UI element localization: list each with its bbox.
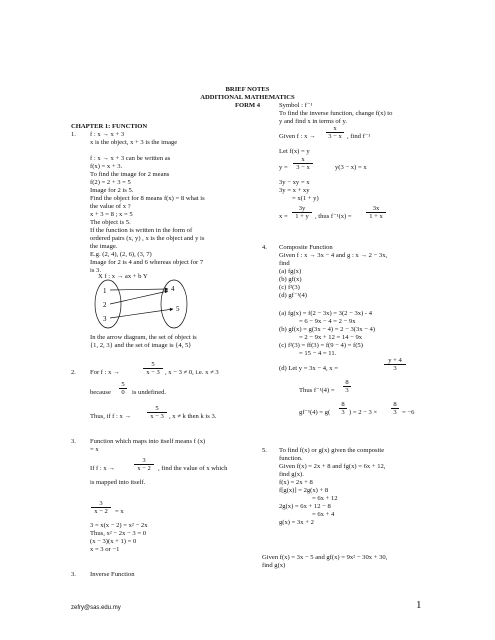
text-line: x + 3 = 8 ; x = 5 <box>90 211 133 218</box>
text-line: Image for 2 is 5. <box>90 187 134 194</box>
numerator: 3x <box>372 205 380 212</box>
text-line: To find f(x) or g(x) given the composite <box>279 447 385 454</box>
numerator: y + 4 <box>388 357 402 364</box>
text-line: For f : x → <box>90 369 120 376</box>
numerator: 5 <box>151 361 155 368</box>
denominator: 1 + y <box>295 213 309 220</box>
text-line: = 6x + 4 <box>312 511 335 518</box>
text-line: Thus, if f : x → <box>90 413 132 420</box>
denominator: 0 <box>121 389 125 396</box>
text-line: (c) f²(3) <box>279 284 300 291</box>
text-line: is undefined. <box>132 389 167 396</box>
text-line: (b) gf(x) = g(3x − 4) = 2 − 3(3x − 4) <box>279 326 376 333</box>
arrow-diagram <box>90 278 200 330</box>
codomain-element: 4 <box>171 285 175 293</box>
text-line: 3y − xy = x <box>279 179 310 186</box>
fraction <box>133 457 155 472</box>
denominator: 3 <box>393 409 397 416</box>
denominator: 3 <box>393 365 397 372</box>
text-line: f(2) = 2 + 3 = 5 <box>90 179 131 186</box>
text-line: 3y = x + xy <box>279 187 310 194</box>
text-line: Function which maps into itself means f (x) <box>90 438 206 445</box>
numerator: 8 <box>393 401 397 408</box>
domain-element: 3 <box>103 315 107 323</box>
text-line: f[g(x)] = 2g(x) + 8 <box>279 487 329 494</box>
item-number: 5. <box>262 447 267 454</box>
text-line: (c) f²(3) = ff(3) = f(9 − 4) = f(5) <box>279 342 363 349</box>
text-line: Given f : x → 3x − 4 and g : x → 2 − 3x, <box>279 252 388 259</box>
text-line: function. <box>279 455 303 462</box>
text-line: 2g(x) = 6x + 12 − 8 <box>279 503 331 510</box>
item-number: 3. <box>71 571 76 578</box>
mapping-arrow <box>110 309 173 318</box>
fraction <box>291 205 313 220</box>
fraction <box>146 405 168 420</box>
fraction <box>342 379 352 394</box>
text-line: = 2 − 9x + 12 = 14 − 9x <box>299 334 363 341</box>
item-number: 2. <box>71 369 76 376</box>
text-line: In the arrow diagram, the set of object is <box>90 334 197 341</box>
chapter-heading: CHAPTER 1: FUNCTION <box>71 123 148 130</box>
numerator: 3 <box>99 500 103 507</box>
denominator: 3 <box>341 409 345 416</box>
fraction <box>365 205 387 220</box>
denominator: 1 + x <box>369 213 383 220</box>
text-line: find g(x). <box>279 471 304 478</box>
text-line: f : x → x + 3 <box>90 131 125 138</box>
numerator: 3 <box>142 457 146 464</box>
numerator: 8 <box>345 379 349 386</box>
text-line: = 6 − 9x − 4 = 2 − 9x <box>299 318 356 325</box>
denominator: x − 3 <box>146 369 160 376</box>
fraction <box>383 357 407 372</box>
codomain-element: 5 <box>176 305 180 313</box>
footer-email: zefry@sas.edu.my <box>71 605 121 611</box>
text-line: , x ≠ k then k is 3. <box>169 413 217 420</box>
text-line: (d) gf⁻¹(4) <box>279 292 307 299</box>
text-line: If f : x → <box>90 465 115 472</box>
text-line: find <box>279 260 290 267</box>
numerator: 5 <box>155 405 159 412</box>
text-line: {1, 2, 3} and the set of image is {4, 5} <box>90 342 192 349</box>
text-line: (b) gf(x) <box>279 276 302 283</box>
text-line: Given f(x) = 2x + 8 and fg(x) = 6x + 12, <box>279 463 386 470</box>
text-line: If the function is written in the form of <box>90 227 193 234</box>
denominator: 3 − x <box>328 133 342 140</box>
text-line: ordered pairs (x, y) , x is the object and y is <box>90 235 205 242</box>
numerator: 5 <box>121 381 125 388</box>
text-line: , find f⁻¹ <box>347 133 371 140</box>
text-line: (x − 3)(x + 1) = 0 <box>90 538 137 545</box>
text-line: Symbol : f⁻¹ <box>279 102 313 109</box>
text-line: = 6x + 12 <box>312 495 338 502</box>
text-line: f(x) = x + 3. <box>90 163 123 170</box>
denominator: x − 3 <box>150 413 164 420</box>
numerator: x <box>301 156 305 163</box>
text-line: = x(1 + y) <box>292 195 319 202</box>
text-line: Composite Function <box>279 244 333 251</box>
domain-oval <box>95 280 121 328</box>
text-line: gf⁻¹(4) = g( <box>299 409 331 416</box>
text-line: = 15 − 4 = 11. <box>299 350 337 357</box>
denominator: 3 − x <box>296 164 310 171</box>
fraction <box>118 381 128 396</box>
text-line: x = 3 or −1 <box>90 546 120 553</box>
text-line: because <box>90 389 111 396</box>
text-line: Given f(x) = 3x − 5 and gf(x) = 9x² − 30x + 30, <box>262 554 388 561</box>
text-line: is 3. <box>90 267 101 274</box>
fraction <box>390 401 400 416</box>
item-number: 4. <box>262 244 267 251</box>
text-line: Thus f⁻¹(4) = <box>299 387 335 394</box>
text-line: Image for 2 is 4 and 6 whereas object for 7 <box>90 259 204 266</box>
numerator: 3y <box>298 205 306 212</box>
text-line: is mapped into itself. <box>90 479 146 486</box>
fraction <box>142 361 164 376</box>
mapping-arrow <box>110 289 168 290</box>
domain-element: 1 <box>103 287 107 295</box>
diagram-label: X f : x → ax + b Y <box>98 273 148 280</box>
text-line: f : x → x + 3 can be written as <box>90 155 171 162</box>
text-line: E.g. (2, 4), (2, 6), (3, 7) <box>90 251 152 258</box>
text-line: Given f : x → <box>279 133 316 140</box>
text-line: x = <box>279 213 288 220</box>
denominator: x − 2 <box>137 465 151 472</box>
doc-form: FORM 4 <box>234 102 261 109</box>
text-line: (a) fg(x) = f(2 − 3x) = 3(2 − 3x) - 4 <box>279 310 373 317</box>
fraction <box>90 500 112 515</box>
text-line: To find the image for 2 means <box>90 171 170 178</box>
text-line: x is the object, x + 3 is the image <box>90 139 178 146</box>
fraction <box>325 125 345 140</box>
denominator: 3 <box>345 387 349 394</box>
numerator: 8 <box>341 401 345 408</box>
text-line: (d) Let y = 3x − 4, x = <box>279 365 338 372</box>
item-number: 3. <box>71 438 76 445</box>
page-number: 1 <box>416 599 422 611</box>
text-line: 3 = x(x − 2) = x² − 2x <box>90 522 148 529</box>
item-number: 1. <box>71 131 76 138</box>
numerator: x <box>333 125 337 132</box>
fraction <box>338 401 348 416</box>
text-line: The object is 5. <box>90 219 131 226</box>
text-line: Find the object for 8 means f(x) = 8 what is <box>90 195 205 202</box>
text-line: Let f(x) = y <box>279 148 310 155</box>
text-line: = −6 <box>402 409 415 416</box>
text-line: Inverse Function <box>90 571 135 578</box>
text-line: = x <box>115 508 124 515</box>
text-line: , find the value of x which <box>158 465 228 472</box>
text-line: (a) fg(x) <box>279 268 302 275</box>
text-line: y = <box>279 164 288 171</box>
text-line: the value of x ? <box>90 203 131 210</box>
text-line: y(3 − x) = x <box>335 164 367 171</box>
text-line: ) = 2 − 3 × <box>349 409 378 416</box>
doc-subject: ADDITIONAL MATHEMATICS <box>200 94 295 101</box>
text-line: y and find x in terms of y. <box>279 118 348 125</box>
text-line: Thus, x² − 2x − 3 = 0 <box>90 530 146 537</box>
text-line: = x <box>90 446 99 453</box>
doc-title: BRIEF NOTES <box>225 86 270 93</box>
text-line: find g(x) <box>262 562 286 569</box>
text-line: f(x) = 2x + 8 <box>279 479 313 486</box>
domain-element: 2 <box>103 301 107 309</box>
fraction <box>292 156 314 171</box>
text-line: To find the inverse function, change f(x) to <box>279 110 393 117</box>
text-line: the image. <box>90 243 118 250</box>
denominator: x − 2 <box>94 508 108 515</box>
text-line: , thus f⁻¹(x) = <box>315 213 352 220</box>
text-line: , x − 3 ≠ 0, i.e. x ≠ 3 <box>165 369 219 376</box>
text-line: g(x) = 3x + 2 <box>279 519 314 526</box>
mapping-arrow <box>110 291 168 304</box>
